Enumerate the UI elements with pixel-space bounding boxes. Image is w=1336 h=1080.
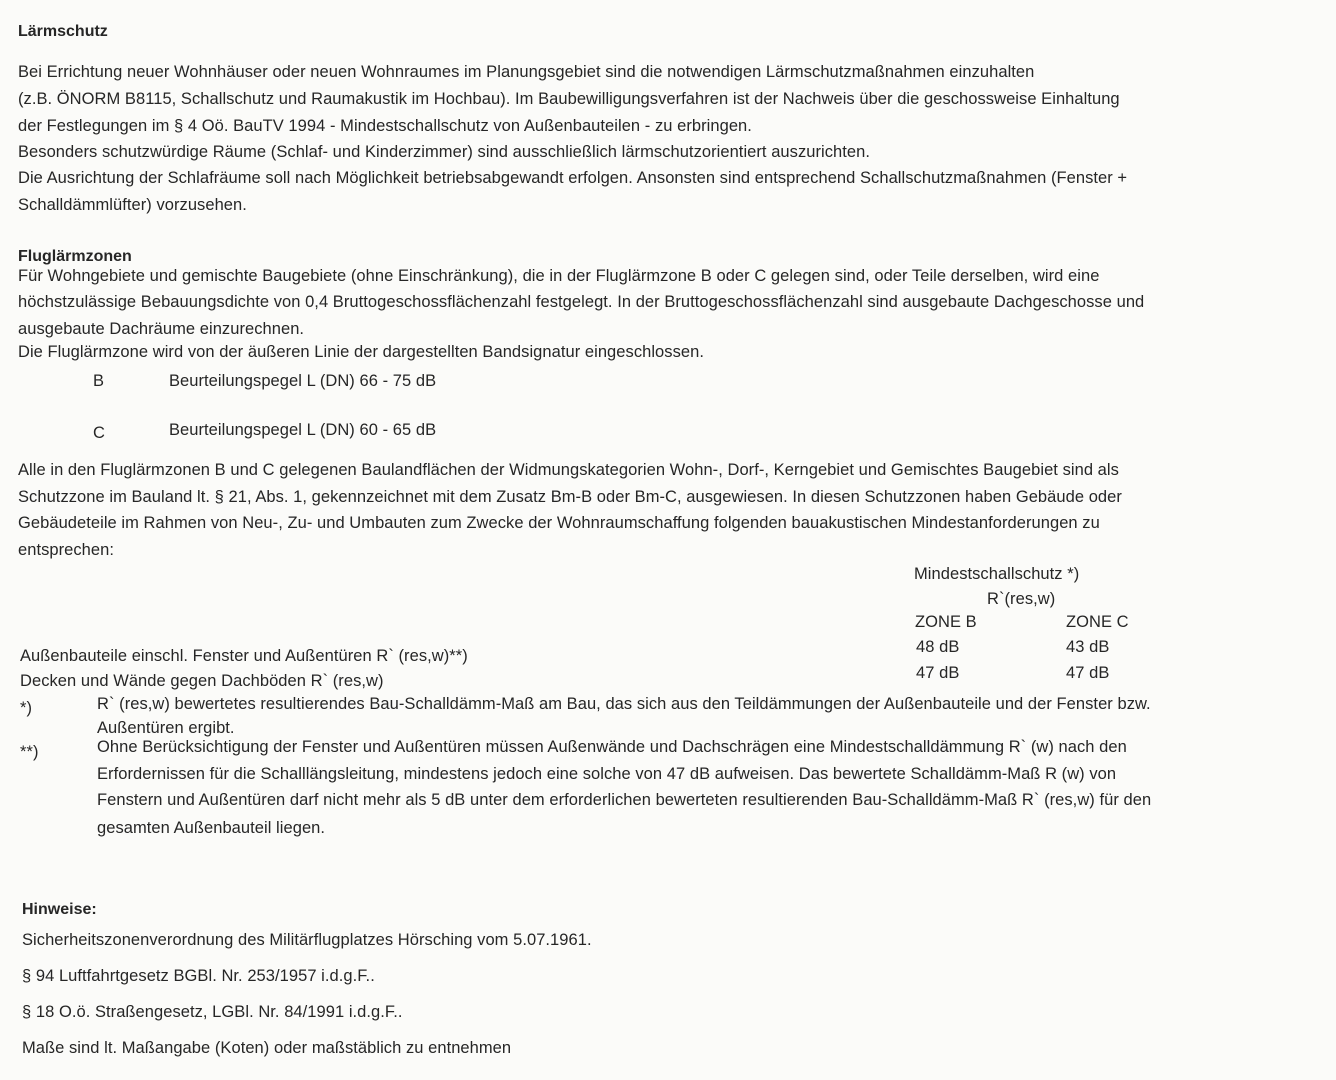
- zone-code-c: C: [93, 424, 105, 442]
- paragraph-line: entsprechen:: [18, 541, 114, 559]
- table-col-zone-c: ZONE C: [1066, 613, 1129, 631]
- section-heading-fluglaermzonen: Fluglärmzonen: [18, 248, 132, 265]
- footnote-mark: **): [20, 743, 39, 761]
- paragraph-line: Schalldämmlüfter) vorzusehen.: [18, 196, 247, 214]
- table-cell-zone-c: 47 dB: [1066, 664, 1110, 682]
- paragraph-line: Besonders schutzwürdige Räume (Schlaf- und Kinderzimmer) sind ausschließlich lärmschutzorientiert auszurichten.: [18, 143, 870, 161]
- paragraph-line: Alle in den Fluglärmzonen B und C gelegenen Baulandflächen der Widmungskategorien Wohn-, Dorf-, Kerngebiet und Gemischtes Baugebiet sind als: [18, 461, 1119, 479]
- table-col-zone-b: ZONE B: [915, 613, 977, 631]
- paragraph-line: Für Wohngebiete und gemischte Baugebiete (ohne Einschränkung), die in der Fluglärmzone B oder C gelegen sind, oder Teile derselben, wird eine: [18, 267, 1100, 285]
- section-heading-hinweise: Hinweise:: [22, 901, 97, 918]
- section-heading-laermschutz: Lärmschutz: [18, 23, 108, 40]
- hinweis-line: § 18 O.ö. Straßengesetz, LGBl. Nr. 84/1991 i.d.g.F..: [22, 1003, 403, 1021]
- table-header-mindestschallschutz: Mindestschallschutz *): [914, 565, 1080, 583]
- paragraph-line: der Festlegungen im § 4 Oö. BauTV 1994 - Mindestschallschutz von Außenbauteilen - zu erbringen.: [18, 117, 752, 135]
- table-row-label: Außenbauteile einschl. Fenster und Außentüren R` (res,w)**): [20, 647, 468, 665]
- table-cell-zone-c: 43 dB: [1066, 638, 1110, 656]
- footnote-line: gesamten Außenbauteil liegen.: [97, 819, 326, 837]
- table-row-label: Decken und Wände gegen Dachböden R` (res,w): [20, 672, 384, 690]
- footnote-mark: *): [20, 699, 33, 717]
- paragraph-line: Schutzzone im Bauland lt. § 21, Abs. 1, gekennzeichnet mit dem Zusatz Bm-B oder Bm-C, ausgewiesen. In diesen Schutzzonen haben Gebäude oder: [18, 488, 1122, 506]
- paragraph-line: (z.B. ÖNORM B8115, Schallschutz und Raumakustik im Hochbau). Im Baubewilligungsverfahren ist der Nachweis über die geschossweise Einhaltung: [18, 90, 1120, 108]
- zone-text-b: Beurteilungspegel L (DN) 66 - 75 dB: [169, 372, 437, 390]
- footnote-line: Erfordernissen für die Schalllängsleitung, mindestens jedoch eine solche von 47 dB aufweisen. Das bewertete Schalldämm-Maß R (w) von: [97, 765, 1117, 783]
- paragraph-line: ausgebaute Dachräume einzurechnen.: [18, 320, 305, 338]
- paragraph-line: Die Fluglärmzone wird von der äußeren Linie der dargestellten Bandsignatur eingeschlossen.: [18, 343, 704, 361]
- zone-code-b: B: [93, 372, 105, 390]
- paragraph-line: höchstzulässige Bebauungsdichte von 0,4 Bruttogeschossflächenzahl festgelegt. In der Bruttogeschossflächenzahl sind ausgebaute Dachgeschosse und: [18, 293, 1145, 311]
- table-cell-zone-b: 47 dB: [916, 664, 960, 682]
- hinweis-line: Maße sind lt. Maßangabe (Koten) oder maßstäblich zu entnehmen: [22, 1039, 512, 1057]
- table-cell-zone-b: 48 dB: [916, 638, 960, 656]
- paragraph-line: Gebäudeteile im Rahmen von Neu-, Zu- und Umbauten zum Zwecke der Wohnraumschaffung folgenden bauakustischen Mindestanforderungen zu: [18, 514, 1100, 532]
- footnote-line: Ohne Berücksichtigung der Fenster und Außentüren müssen Außenwände und Dachschrägen eine Mindestschalldämmung R` (w) nach den: [97, 738, 1127, 756]
- paragraph-line: Bei Errichtung neuer Wohnhäuser oder neuen Wohnraumes im Planungsgebiet sind die notwendigen Lärmschutzmaßnahmen einzuhalten: [18, 63, 1035, 81]
- table-header-rw: R`(res,w): [987, 590, 1056, 608]
- footnote-line: Fenstern und Außentüren darf nicht mehr als 5 dB unter dem erforderlichen bewerteten resultierenden Bau-Schalldämm-Maß R` (res,w) für den: [97, 791, 1152, 809]
- footnote-line: R` (res,w) bewertetes resultierendes Bau-Schalldämm-Maß am Bau, das sich aus den Teildämmungen der Außenbauteile und der Fenster bzw.: [97, 695, 1151, 713]
- hinweis-line: § 94 Luftfahrtgesetz BGBl. Nr. 253/1957 i.d.g.F..: [22, 967, 375, 985]
- footnote-line: Außentüren ergibt.: [97, 719, 235, 737]
- paragraph-line: Die Ausrichtung der Schlafräume soll nach Möglichkeit betriebsabgewandt erfolgen. Ansonsten sind entsprechend Schallschutzmaßnahmen (Fenster +: [18, 169, 1128, 187]
- zone-text-c: Beurteilungspegel L (DN) 60 - 65 dB: [169, 421, 437, 439]
- hinweis-line: Sicherheitszonenverordnung des Militärflugplatzes Hörsching vom 5.07.1961.: [22, 931, 592, 949]
